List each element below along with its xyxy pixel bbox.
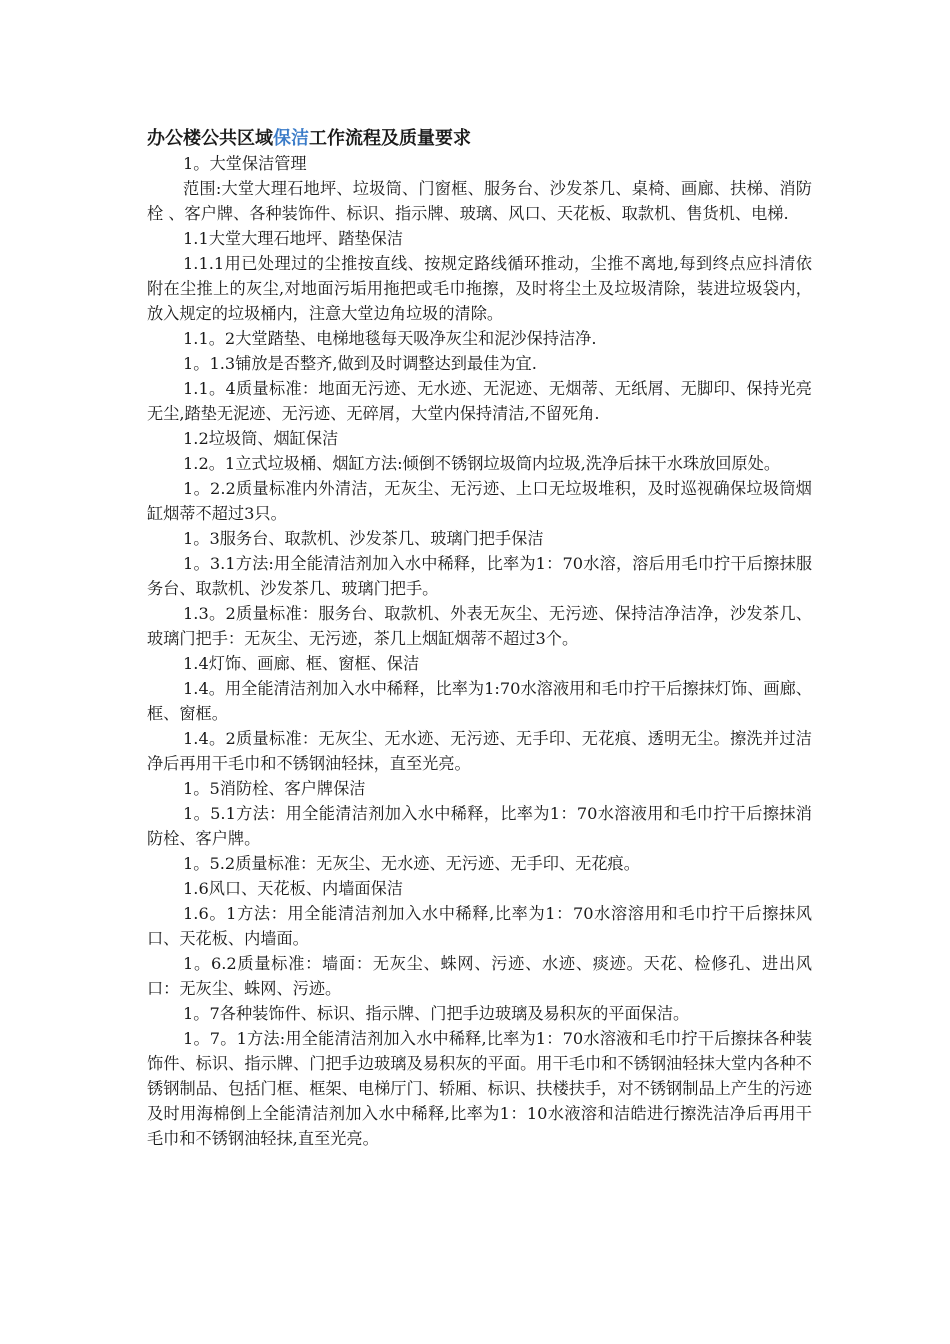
paragraph: 1。1.3铺放是否整齐,做到及时调整达到最佳为宜.: [183, 354, 537, 373]
paragraph: 1。5.2质量标准：无灰尘、无水迹、无污迹、无手印、无花痕。: [183, 854, 640, 873]
paragraph-list: [147, 151, 812, 1151]
subsection-heading: 1。5消防栓、客户牌保洁: [183, 779, 366, 798]
document-title: [147, 126, 812, 151]
document-body: [147, 126, 812, 1151]
paragraph: 1。7。1方法:用全能清洁剂加入水中稀释,比率为1：70水溶液和毛巾拧干后擦抹各种装饰件、标识、指示牌、门把手边玻璃及易积灰的平面。用干毛巾和不锈钢油轻抹大堂内各种不锈钢制品、包括门框、框架、电梯厅门、轿厢、标识、扶楼扶手，对不锈钢制品上产生的污迹及时用海棉倒上全能清洁剂加入水中稀释,比率为1：10水液溶和洁皓进行擦洗洁净后再用干毛巾和不锈钢油轻抹,直至光亮。: [147, 1029, 812, 1148]
subsection-heading: 1.4灯饰、画廊、框、窗框、保洁: [183, 654, 420, 673]
paragraph: 1。2.2质量标准内外清洁，无灰尘、无污迹、上口无垃圾堆积，及时巡视确保垃圾筒烟缸烟蒂不超过3只。: [147, 479, 812, 523]
paragraph: 1。5.1方法：用全能清洁剂加入水中稀释，比率为1：70水溶液用和毛巾拧干后擦抹消防栓、客户牌。: [147, 804, 812, 848]
paragraph: 1。6.2质量标准：墙面：无灰尘、蛛网、污迹、水迹、痰迹。天花、检修孔、进出风口：无灰尘、蛛网、污迹。: [147, 954, 812, 998]
subsection-heading: 1.2垃圾筒、烟缸保洁: [183, 429, 339, 448]
paragraph: 1.2。1立式垃圾桶、烟缸方法:倾倒不锈钢垃圾筒内垃圾,洗净后抹干水珠放回原处。: [183, 454, 781, 473]
subsection-heading: 1。3服务台、取款机、沙发茶几、玻璃门把手保洁: [183, 529, 544, 548]
paragraph: 1.1.1用已处理过的尘推按直线、按规定路线循环推动，尘推不离地,每到终点应抖清依附在尘推上的灰尘,对地面污垢用拖把或毛巾拖擦，及时将尘土及垃圾清除，装进垃圾袋内，放入规定的垃圾桶内，注意大堂边角垃圾的清除。: [147, 254, 812, 323]
subsection-heading: 1.6风口、天花板、内墙面保洁: [183, 879, 403, 898]
title-suffix: 工作流程及质量要求: [309, 128, 471, 149]
subsection-heading: 1。7各种装饰件、标识、指示牌、门把手边玻璃及易积灰的平面保洁。: [183, 1004, 690, 1023]
paragraph: 1.3。2质量标准：服务台、取款机、外表无灰尘、无污迹、保持洁净洁净，沙发茶几、玻璃门把手：无灰尘、无污迹，茶几上烟缸烟蒂不超过3个。: [147, 604, 812, 648]
paragraph: 1.1。2大堂踏垫、电梯地毯每天吸净灰尘和泥沙保持洁净.: [183, 329, 597, 348]
title-link-baojie[interactable]: 保洁: [273, 128, 309, 149]
paragraph: 1.1。4质量标准：地面无污迹、无水迹、无泥迹、无烟蒂、无纸屑、无脚印、保持光亮无尘,踏垫无泥迹、无污迹、无碎屑，大堂内保持清洁,不留死角.: [147, 379, 812, 423]
paragraph: 1.6。1方法：用全能清洁剂加入水中稀释,比率为1：70水溶溶用和毛巾拧干后擦抹风口、天花板、内墙面。: [147, 904, 812, 948]
paragraph: 1。3.1方法:用全能清洁剂加入水中稀释，比率为1：70水溶，溶后用毛巾拧干后擦抹服务台、取款机、沙发茶几、玻璃门把手。: [147, 554, 812, 598]
subsection-heading: 1.1大堂大理石地坪、踏垫保洁: [183, 229, 403, 248]
paragraph: 1.4。2质量标准：无灰尘、无水迹、无污迹、无手印、无花痕、透明无尘。擦洗并过洁净后再用干毛巾和不锈钢油轻抹，直至光亮。: [147, 729, 812, 773]
scope-paragraph: 范围:大堂大理石地坪、垃圾筒、门窗框、服务台、沙发茶几、桌椅、画廊、扶梯、消防栓 、客户牌、各种装饰件、标识、指示牌、玻璃、风口、天花板、取款机、售货机、电梯.: [147, 179, 812, 223]
title-prefix: 办公楼公共区域: [147, 128, 273, 149]
paragraph: 1.4。用全能清洁剂加入水中稀释，比率为1:70水溶液用和毛巾拧干后擦抹灯饰、画廊、框、窗框。: [147, 679, 812, 723]
section-heading: 1。大堂保洁管理: [183, 154, 307, 173]
